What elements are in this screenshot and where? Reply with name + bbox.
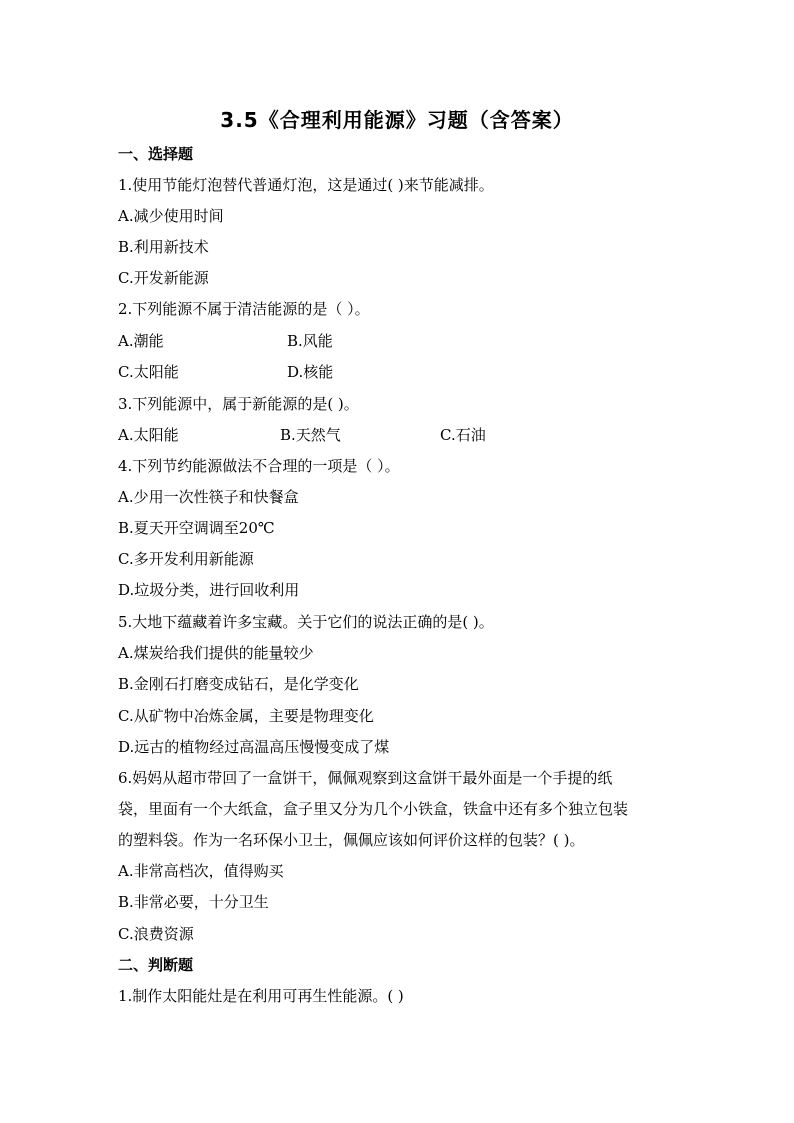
question-1-option-a: A.减少使用时间 (118, 207, 224, 225)
question-4-option-a: A.少用一次性筷子和快餐盒 (118, 488, 299, 506)
section-heading-choice: 一、选择题 (118, 145, 194, 163)
question-6-stem-line-3: 的塑料袋。作为一名环保小卫士，佩佩应该如何评价这样的包装？( )。 (118, 831, 585, 849)
question-3-stem: 3.下列能源中，属于新能源的是( )。 (118, 395, 359, 413)
question-5-option-d: D.远古的植物经过高温高压慢慢变成了煤 (118, 738, 390, 756)
question-6-option-c: C.浪费资源 (118, 925, 194, 943)
question-2-option-b: B.风能 (287, 332, 333, 350)
question-1-option-b: B.利用新技术 (118, 238, 209, 256)
question-5-option-b: B.金刚石打磨变成钻石，是化学变化 (118, 675, 359, 693)
question-3-option-a: A.太阳能 (118, 426, 179, 444)
question-4-stem: 4.下列节约能源做法不合理的一项是（ ）。 (118, 457, 400, 475)
question-2-stem: 2.下列能源不属于清洁能源的是（ ）。 (118, 300, 370, 318)
question-3-option-b: B.天然气 (280, 426, 341, 444)
section-heading-judgment: 二、判断题 (118, 956, 194, 974)
question-4-option-c: C.多开发利用新能源 (118, 550, 254, 568)
question-1-option-c: C.开发新能源 (118, 269, 209, 287)
question-1-stem: 1.使用节能灯泡替代普通灯泡，这是通过( )来节能减排。 (118, 176, 494, 194)
question-6-option-b: B.非常必要，十分卫生 (118, 893, 269, 911)
question-5-option-a: A.煤炭给我们提供的能量较少 (118, 644, 314, 662)
judgment-1-stem: 1.制作太阳能灶是在利用可再生性能源。( ) (118, 987, 404, 1005)
document-title: 3.5《合理利用能源》习题（含答案） (220, 108, 574, 132)
question-2-option-c: C.太阳能 (118, 363, 179, 381)
question-6-stem-line-2: 袋，里面有一个大纸盒，盒子里又分为几个小铁盒，铁盒中还有多个独立包装 (118, 800, 629, 818)
question-4-option-d: D.垃圾分类，进行回收利用 (118, 581, 300, 599)
question-5-option-c: C.从矿物中冶炼金属，主要是物理变化 (118, 707, 374, 725)
question-6-stem-line-1: 6.妈妈从超市带回了一盒饼干，佩佩观察到这盒饼干最外面是一个手提的纸 (118, 769, 613, 787)
question-6-option-a: A.非常高档次，值得购买 (118, 862, 284, 880)
question-4-option-b: B.夏天开空调调至20℃ (118, 519, 275, 537)
question-2-option-d: D.核能 (287, 363, 334, 381)
question-3-option-c: C.石油 (440, 426, 486, 444)
question-2-option-a: A.潮能 (118, 332, 164, 350)
question-5-stem: 5.大地下蕴藏着许多宝藏。关于它们的说法正确的是( )。 (118, 613, 494, 631)
